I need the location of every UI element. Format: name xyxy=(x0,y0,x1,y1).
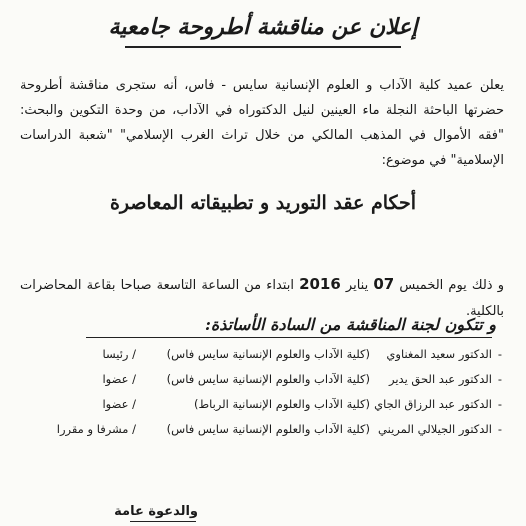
announcement-title: إعلان عن مناقشة أطروحة جامعية xyxy=(108,14,418,40)
member-role: / مشرفا و مقررا xyxy=(56,422,136,436)
member-name: الدكتور سعيد المغناوي xyxy=(386,347,492,361)
date-suffix: ابتداء من الساعة التاسعة صباحا بقاعة المحاضرات بالكلية. xyxy=(20,278,504,319)
date-prefix: و ذلك يوم الخميس xyxy=(399,278,504,293)
member-name: الدكتور الجيلالي المريني xyxy=(378,422,492,436)
member-role: / رئيسا xyxy=(102,347,136,361)
closing-underline xyxy=(130,521,196,522)
committee-member xyxy=(10,367,508,392)
closing-note: والدعوة عامة xyxy=(114,504,198,519)
list-dash: - xyxy=(497,422,503,436)
committee-member xyxy=(10,342,508,367)
committee-title: و تتكون لجنة المناقشة من السادة الأساتذة: xyxy=(204,315,496,334)
member-institution: (كلية الآداب والعلوم الإنسانية سايس فاس) xyxy=(166,372,370,386)
thesis-title: أحكام عقد التوريد و تطبيقاته المعاصرة xyxy=(109,192,417,214)
member-role: / عضوا xyxy=(102,372,136,386)
list-dash: - xyxy=(497,372,503,386)
member-name: الدكتور عبد الرزاق الجاي xyxy=(374,397,492,411)
title-underline xyxy=(125,46,401,48)
date-year: 2016 xyxy=(299,275,341,293)
intro-paragraph: يعلن عميد كلية الآداب و العلوم الإنسانية سايس - فاس، أنه ستجرى مناقشة أطروحة حضرتها الباحثة النجلة ماء العينين لنيل الدكتوراه في الآداب، من وحدة التكوين والبحث: "فقه الأموال في المذهب المالكي من خلال تراث الغرب الإسلامي" "شعبة الدراسات الإسلامية" في موضوع: xyxy=(20,78,504,168)
committee-member xyxy=(10,392,508,417)
member-institution: (كلية الآداب والعلوم الإنسانية سايس فاس) xyxy=(166,347,370,361)
date-day: 07 xyxy=(373,275,395,293)
member-institution: (كلية الآداب والعلوم الإنسانية الرباط) xyxy=(193,397,370,411)
committee-underline xyxy=(86,337,492,338)
committee-list xyxy=(10,342,508,442)
member-institution: (كلية الآداب والعلوم الإنسانية سايس فاس) xyxy=(166,422,370,436)
date-month: يناير xyxy=(345,278,369,293)
list-dash: - xyxy=(497,347,503,361)
member-name: الدكتور عبد الحق يدير xyxy=(388,372,492,386)
member-role: / عضوا xyxy=(102,397,136,411)
committee-member xyxy=(10,417,508,442)
list-dash: - xyxy=(497,397,503,411)
